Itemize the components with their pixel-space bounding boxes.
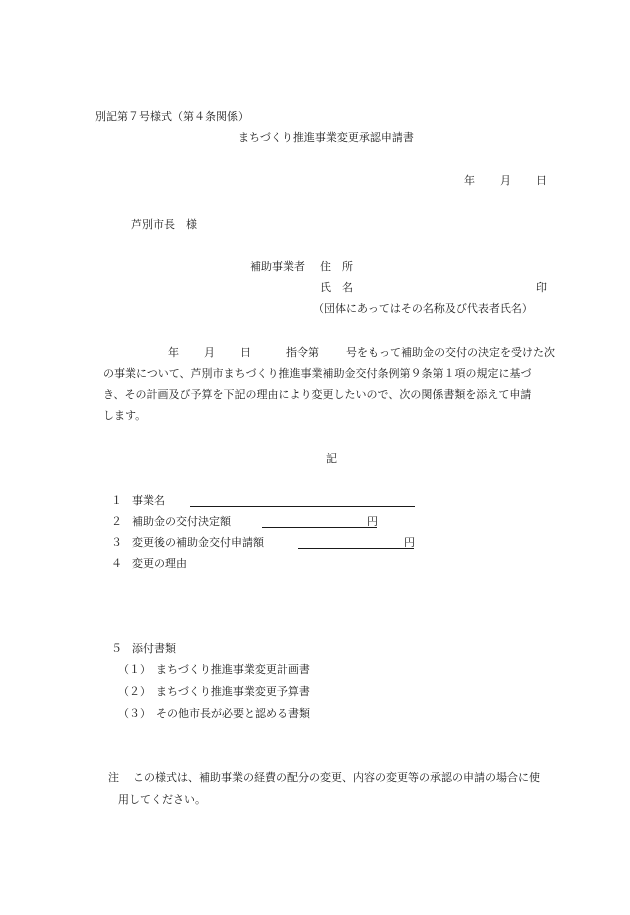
item-3-label: 変更後の補助金交付申請額 bbox=[132, 536, 264, 549]
name-label: 氏 名 bbox=[320, 281, 353, 294]
body-day: 日 bbox=[240, 346, 251, 359]
body-line4: します。 bbox=[103, 409, 147, 422]
item-2-unit: 円 bbox=[367, 515, 378, 528]
attachment-3-text: その他市長が必要と認める書類 bbox=[156, 707, 310, 720]
item-4-number: ４ bbox=[111, 557, 122, 570]
item-3-unit: 円 bbox=[404, 536, 415, 549]
item-1-underline bbox=[190, 506, 415, 507]
date-year-label: 年 bbox=[464, 174, 475, 187]
item-2-number: ２ bbox=[111, 515, 122, 528]
seal-mark: 印 bbox=[536, 281, 547, 294]
applicant-note: （団体にあってはその名称及び代表者氏名） bbox=[313, 302, 533, 315]
ki-heading: 記 bbox=[326, 452, 337, 465]
address-label: 住 所 bbox=[320, 260, 353, 273]
date-day-label: 日 bbox=[536, 174, 547, 187]
item-5-label: 添付書類 bbox=[132, 642, 176, 655]
attachment-3-number: （３） bbox=[118, 707, 151, 720]
body-month: 月 bbox=[204, 346, 215, 359]
date-month-label: 月 bbox=[500, 174, 511, 187]
body-line3: き、その計画及び予算を下記の理由により変更したいので、次の関係書類を添えて申請 bbox=[103, 388, 532, 401]
item-3-underline bbox=[298, 548, 414, 549]
attachment-2-text: まちづくり推進事業変更予算書 bbox=[156, 685, 310, 698]
attachment-2-number: （２） bbox=[118, 685, 151, 698]
note-label: 注 bbox=[108, 771, 119, 784]
item-4-label: 変更の理由 bbox=[132, 557, 187, 570]
body-line1-rest: 号をもって補助金の交付の決定を受けた次 bbox=[346, 346, 555, 359]
item-1-label: 事業名 bbox=[132, 494, 165, 507]
item-1-number: １ bbox=[111, 494, 122, 507]
body-directive: 指令第 bbox=[286, 346, 319, 359]
attachment-1-text: まちづくり推進事業変更計画書 bbox=[156, 663, 310, 676]
note-line2: 用してください。 bbox=[118, 793, 206, 806]
addressee: 芦別市長 様 bbox=[131, 218, 197, 231]
item-2-underline bbox=[262, 527, 377, 528]
page-title: まちづくり推進事業変更承認申請書 bbox=[238, 131, 414, 144]
applicant-role: 補助事業者 bbox=[250, 260, 305, 273]
body-year: 年 bbox=[168, 346, 179, 359]
item-5-number: ５ bbox=[111, 642, 122, 655]
body-line2: の事業について、芦別市まちづくり推進事業補助金交付条例第９条第１項の規定に基づ bbox=[103, 367, 532, 380]
note-line1: この様式は、補助事業の経費の配分の変更、内容の変更等の承認の申請の場合に使 bbox=[133, 771, 540, 784]
form-number-label: 別記第７号様式（第４条関係） bbox=[95, 110, 249, 123]
item-2-label: 補助金の交付決定額 bbox=[132, 515, 231, 528]
item-3-number: ３ bbox=[111, 536, 122, 549]
attachment-1-number: （１） bbox=[118, 663, 151, 676]
